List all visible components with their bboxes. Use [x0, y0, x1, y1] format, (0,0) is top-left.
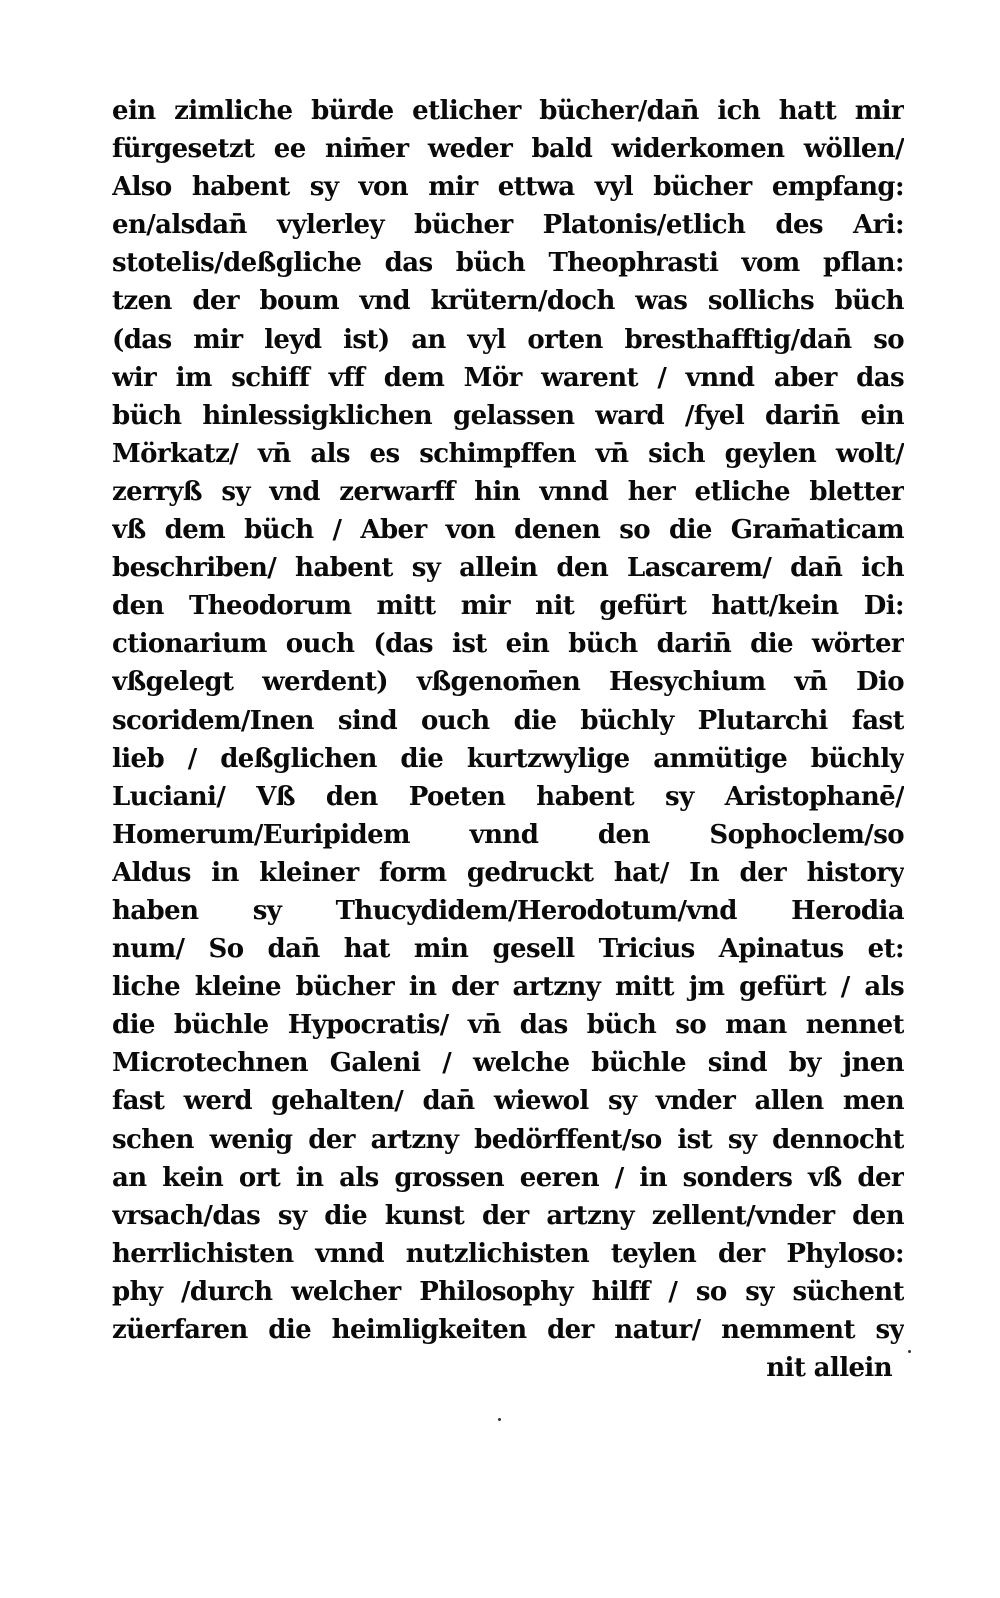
text-line-33: züerfaren die heimligkeiten der natur/ nemment sy	[112, 1315, 904, 1345]
margin-speck	[908, 1350, 911, 1353]
text-line-19: Luciani/ Vß den Poeten habent sy Aristophanē/	[112, 781, 904, 812]
text-line-13: beschriben/ habent sy allein den Lascarem/ dan̄ ich	[112, 553, 904, 584]
catchword: nit allein	[766, 1353, 892, 1384]
text-line-4: en/alsdan̄ vylerley bücher Platonis/etlich des Ari:	[112, 210, 904, 241]
text-line-25: die büchle Hypocratis/ vn̄ das büch so man nennet	[112, 1010, 904, 1041]
text-line-26: Microtechnen Galeni / welche büchle sind by jnen	[112, 1048, 904, 1079]
text-line-12: vß dem büch / Aber von denen so die Gram̄aticam	[112, 515, 904, 546]
text-line-24: liche kleine bücher in der artzny mitt jm gefürt / als	[112, 972, 904, 1003]
text-line-8: wir im schiff vff dem Mör warent / vnnd aber das	[112, 362, 904, 393]
text-line-6: tzen der boum vnd krütern/doch was sollichs büch	[112, 286, 904, 317]
text-line-14: den Theodorum mitt mir nit gefürt hatt/kein Di:	[112, 591, 904, 622]
text-line-21: Aldus in kleiner form gedruckt hat/ In der history	[112, 857, 904, 888]
text-line-31: herrlichisten vnnd nutzlichisten teylen der Phyloso:	[112, 1238, 904, 1269]
text-line-10: Mörkatz/ vn̄ als es schimpffen vn̄ sich geylen wolt/	[112, 438, 904, 469]
text-line-32: phy /durch welcher Philosophy hilff / so sy süchent	[112, 1276, 904, 1307]
text-line-23: num/ So dan̄ hat min gesell Tricius Apinatus et:	[112, 934, 904, 965]
text-line-30: vrsach/das sy die kunst der artzny zellent/vnder den	[112, 1200, 904, 1231]
text-line-18: lieb / deßglichen die kurtzwylige anmütige büchly	[112, 743, 904, 774]
text-line-9: büch hinlessigklichen gelassen ward /fyel darin̄ ein	[112, 400, 904, 431]
text-line-11: zerryß sy vnd zerwarff hin vnnd her etliche bletter	[112, 476, 904, 507]
text-line-15: ctionarium ouch (das ist ein büch darin̄ die wörter	[112, 629, 904, 660]
text-line-27: fast werd gehalten/ dan̄ wiewol sy vnder allen men	[112, 1086, 904, 1117]
margin-speck	[498, 1418, 501, 1421]
text-line-3: Also habent sy von mir ettwa vyl bücher empfang:	[112, 172, 904, 203]
blackletter-text-block	[112, 92, 904, 1387]
text-line-17: scoridem/Inen sind ouch die büchly Plutarchi fast	[112, 705, 904, 736]
text-line-29: an kein ort in als grossen eeren / in sonders vß der	[112, 1162, 904, 1193]
text-line-5: stotelis/deßgliche das büch Theophrasti vom pflan:	[112, 248, 904, 279]
text-line-22: haben sy Thucydidem/Herodotum/vnd Herodia	[112, 895, 904, 926]
text-line-1: ein zimliche bürde etlicher bücher/dan̄ ich hatt mir	[112, 96, 904, 126]
text-line-16: vßgelegt werdent) vßgenom̄en Hesychium vn̄ Dio	[112, 667, 904, 698]
text-line-7: (das mir leyd ist) an vyl orten bresthafftig/dan̄ so	[112, 324, 904, 355]
text-line-28: schen wenig der artzny bedörffent/so ist sy dennocht	[112, 1124, 904, 1155]
text-line-2: fürgesetzt ee nim̄er weder bald widerkomen wöllen/	[112, 134, 904, 165]
text-line-20: Homerum/Euripidem vnnd den Sophoclem/so	[112, 819, 904, 850]
